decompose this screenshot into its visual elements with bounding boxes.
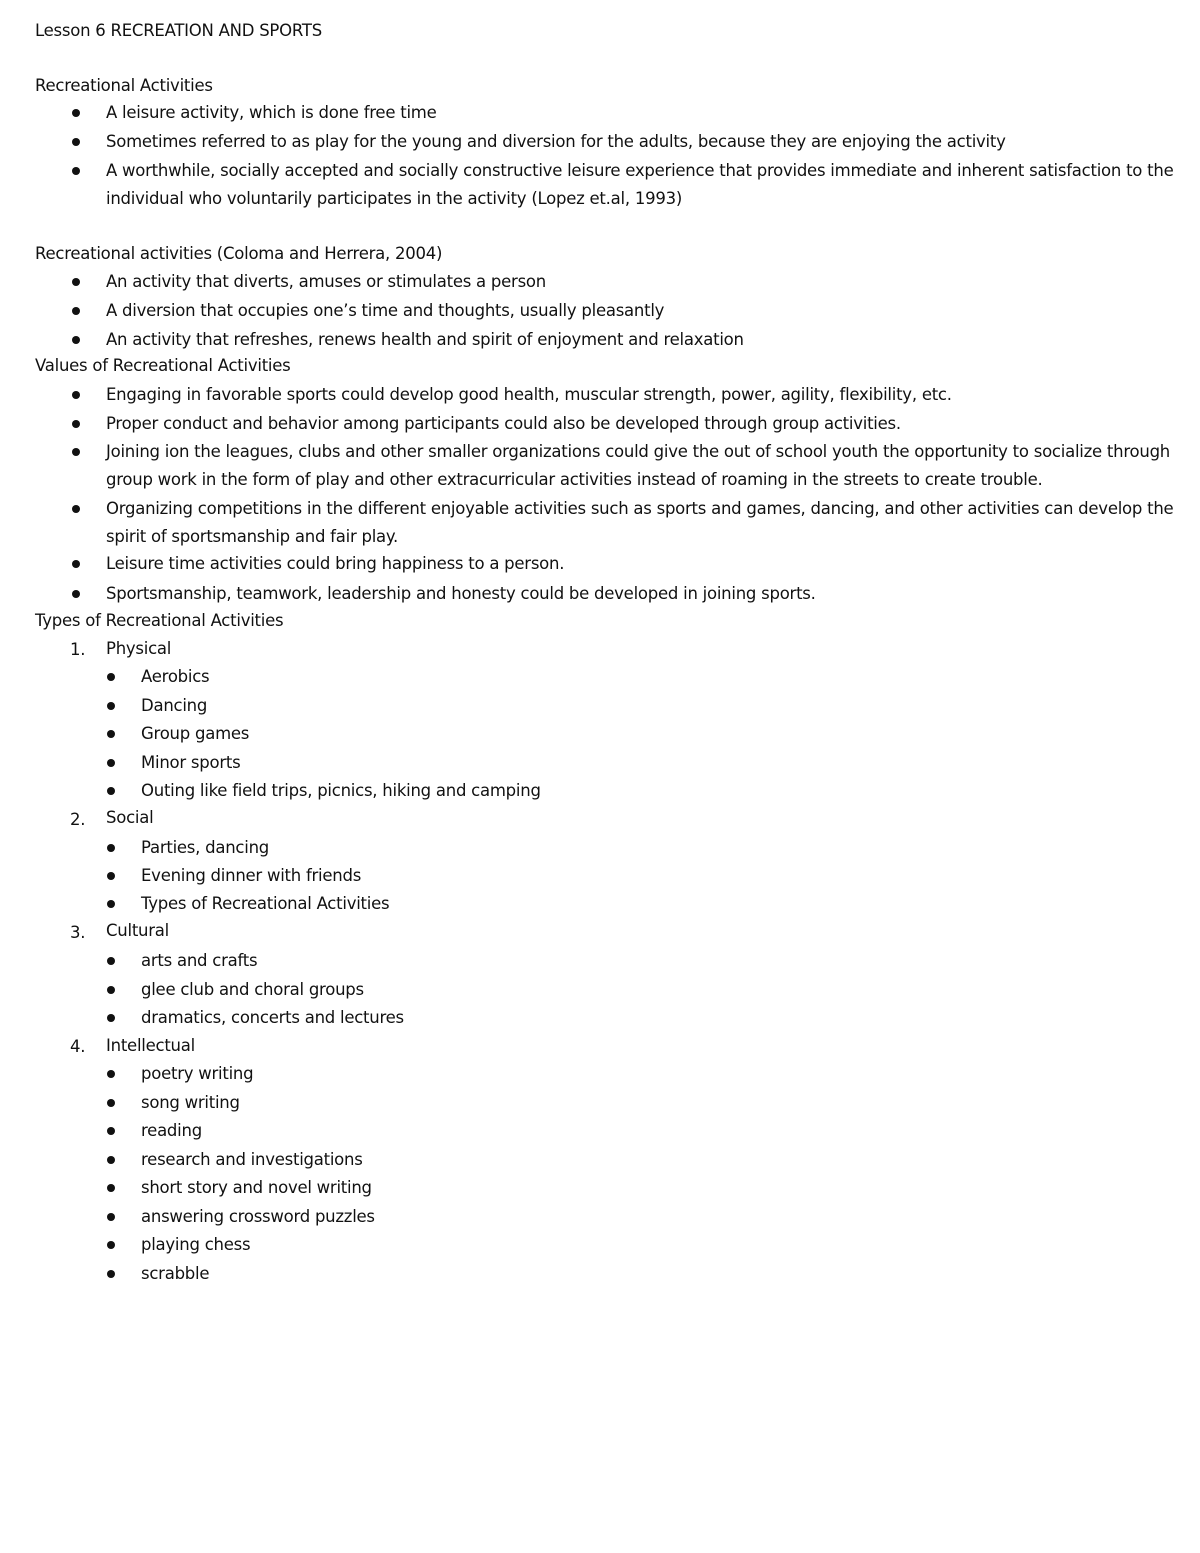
list-number: 2. <box>70 810 86 829</box>
list-number: 1. <box>70 640 86 659</box>
bullet-icon <box>107 844 115 852</box>
bullet-icon <box>107 986 115 994</box>
sub-item: arts and crafts <box>141 951 258 970</box>
document-page: Lesson 6 RECREATION AND SPORTS Recreational Activities A leisure activity, which is done free time Sometimes referred to as play for the young and diversion for the adults, because they are enjoying the activity A worthwhile, socially accepted and socially constructive leisure experience that provides immediate and inherent satisfaction to the individual who voluntarily participates in the activity (Lopez et.al, 1993) Recreational activities (Coloma and Herrera, 2004) An activity that diverts, amuses or stimulates a person A diversion that occupies one’s time and thoughts, usually pleasantly An activity that refreshes, renews health and spirit of enjoyment and relaxation Values of Recreational Activities Engaging in favorable sports could develop good health, muscular strength, power, agility, flexibility, etc. Proper conduct and behavior among participants could also be developed through group activities. Joining ion the leagues, clubs and other smaller organizations could give the out of school youth the opportunity to socialize through group work in the form of play and other extracurricular activities instead of roaming in the streets to create trouble. Organizing competitions in the different enjoyable activities such as sports and games, dancing, and other activities can develop the spirit of sportsmanship and fair play. Leisure time activities could bring happiness to a person. Sportsmanship, teamwork, leadership and honesty could be developed in joining sports. Types of Recreational Activities 1. Physical Aerobics Dancing Group games Minor sports Outing like field trips, picnics, hiking and camping 2. Social Parties, dancing Evening dinner with friends Types of Recreational Activities 3. Cultural arts and crafts glee club and choral groups dramatics, concerts and lectures 4. Intellectual poetry writing song writing reading research and investigations short story and novel writing answering crossword puzzles playing chess scrabble <box>35 21 1174 1283</box>
sub-item: Aerobics <box>141 667 210 686</box>
sub-item: scrabble <box>141 1264 210 1283</box>
type-name: Physical <box>106 639 172 658</box>
bullet-icon <box>107 1156 115 1164</box>
sub-item: Minor sports <box>141 753 241 772</box>
bullet-icon <box>72 391 80 399</box>
type-name: Cultural <box>106 921 169 940</box>
bullet-icon <box>107 787 115 795</box>
type-name: Intellectual <box>106 1036 195 1055</box>
sub-item: Group games <box>141 724 250 743</box>
bullet-icon <box>107 1270 115 1278</box>
bullet-icon <box>107 1213 115 1221</box>
bullet-icon <box>107 957 115 965</box>
sub-item: Parties, dancing <box>141 838 270 857</box>
bullet-icon <box>72 505 80 513</box>
sub-item: glee club and choral groups <box>141 980 364 999</box>
sub-item: reading <box>141 1121 202 1140</box>
bullet-icon <box>107 1014 115 1022</box>
bullet-icon <box>72 560 80 568</box>
list-number: 4. <box>70 1037 86 1056</box>
bullet-icon <box>107 673 115 681</box>
bullet-icon <box>72 307 80 315</box>
bullet-icon <box>72 167 80 175</box>
sub-item: Dancing <box>141 696 208 715</box>
page-title: Lesson 6 RECREATION AND SPORTS <box>35 21 322 40</box>
sub-item: poetry writing <box>141 1064 254 1083</box>
bullet-icon <box>72 448 80 456</box>
sub-item: playing chess <box>141 1235 251 1254</box>
bullet-icon <box>107 1099 115 1107</box>
bullet-icon <box>107 1127 115 1135</box>
bullet-icon <box>107 1184 115 1192</box>
bullet-icon <box>72 138 80 146</box>
list-number: 3. <box>70 923 86 942</box>
sub-item: song writing <box>141 1093 240 1112</box>
bullet-icon <box>107 759 115 767</box>
bullet-icon <box>107 702 115 710</box>
type-name: Social <box>106 808 154 827</box>
section-heading-types: Types of Recreational Activities <box>35 611 284 630</box>
bullet-icon <box>107 872 115 880</box>
sub-item: Types of Recreational Activities <box>141 894 390 913</box>
sub-item: Evening dinner with friends <box>141 866 362 885</box>
sub-item: answering crossword puzzles <box>141 1207 375 1226</box>
bullet-icon <box>72 109 80 117</box>
bullet-icon <box>72 420 80 428</box>
sub-item: Outing like field trips, picnics, hiking and camping <box>141 781 541 800</box>
section-heading-recreational-activities: Recreational Activities <box>35 76 213 95</box>
bullet-icon <box>72 278 80 286</box>
section-heading-values: Values of Recreational Activities <box>35 356 291 375</box>
bullet-icon <box>107 1070 115 1078</box>
sub-item: dramatics, concerts and lectures <box>141 1008 404 1027</box>
bullet-icon <box>72 336 80 344</box>
bullet-icon <box>72 590 80 598</box>
sub-item: short story and novel writing <box>141 1178 372 1197</box>
bullet-icon <box>107 900 115 908</box>
bullet-icon <box>107 1241 115 1249</box>
bullet-icon <box>107 730 115 738</box>
sub-item: research and investigations <box>141 1150 363 1169</box>
section-heading-coloma-herrera: Recreational activities (Coloma and Herrera, 2004) <box>35 244 443 263</box>
